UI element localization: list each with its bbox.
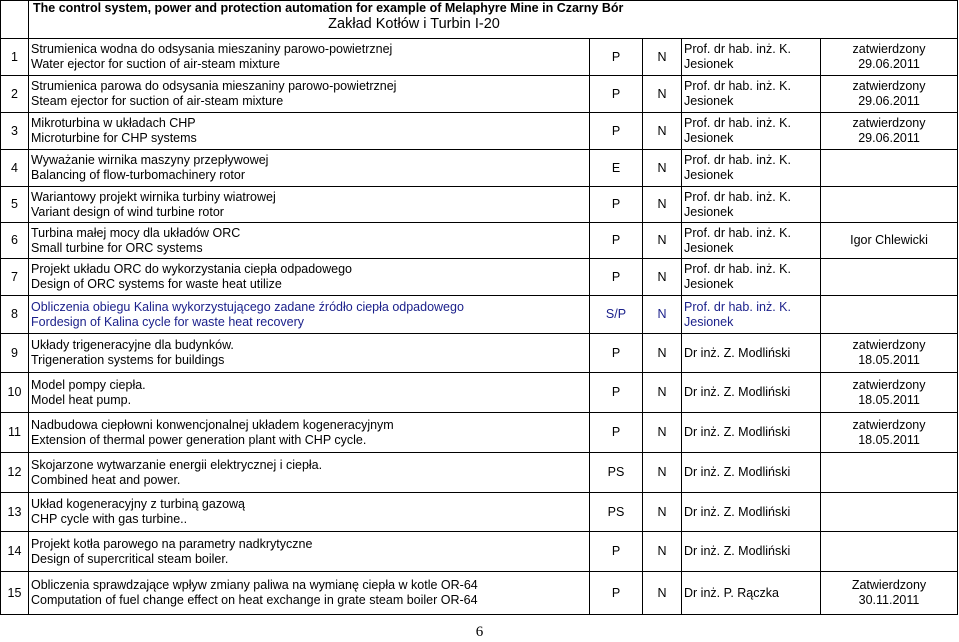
supervisor-cell	[682, 493, 821, 532]
status-line-1: zatwierdzony	[852, 116, 926, 130]
supervisor-line-2: Jesionek	[684, 314, 734, 329]
supervisor-line-1: Prof. dr hab. inż. K.	[684, 116, 791, 130]
topic-polish: Nadbudowa ciepłowni konwencjonalnej układem kogeneracyjnym	[31, 417, 394, 432]
type-code: P	[590, 334, 643, 373]
language-code: N	[643, 373, 682, 413]
topic-english: Variant design of wind turbine rotor	[31, 204, 224, 219]
topic-polish: Model pompy ciepła.	[31, 377, 146, 392]
row-number: 14	[1, 532, 29, 572]
status-line-2: 29.06.2011	[858, 131, 920, 145]
table-row	[1, 373, 958, 413]
supervisor-line-1: Dr inż. Z. Modliński	[684, 504, 791, 519]
table-row	[1, 493, 958, 532]
topic-cell	[29, 334, 590, 373]
row-number: 6	[1, 223, 29, 259]
supervisor-cell	[682, 334, 821, 373]
status-line-1: Zatwierdzony	[851, 578, 927, 592]
topic-english: Balancing of flow-turbomachinery rotor	[31, 168, 245, 182]
supervisor-line-2: Jesionek	[684, 57, 734, 71]
topic-polish: Strumienica parowa do odsysania mieszaniny parowo-powietrznej	[31, 79, 397, 93]
supervisor-line-1: Prof. dr hab. inż. K.	[684, 153, 791, 167]
supervisor-cell	[682, 150, 821, 187]
supervisor-line-1: Prof. dr hab. inż. K.	[684, 262, 791, 276]
table-row	[1, 334, 958, 373]
supervisor-line-2: Jesionek	[684, 168, 734, 182]
supervisor-line-2: Jesionek	[684, 131, 734, 145]
supervisor-line-2: Jesionek	[684, 204, 734, 219]
row-number: 11	[1, 413, 29, 453]
supervisor-cell	[682, 76, 821, 113]
table-row	[1, 532, 958, 572]
table-row	[1, 150, 958, 187]
table-row	[1, 76, 958, 113]
row-number: 13	[1, 493, 29, 532]
language-code: N	[643, 532, 682, 572]
topic-cell	[29, 572, 590, 615]
status-line-1: zatwierdzony	[852, 377, 926, 392]
language-code: N	[643, 150, 682, 187]
type-code: P	[590, 39, 643, 76]
status-line-1: zatwierdzony	[852, 338, 926, 352]
topic-cell	[29, 187, 590, 223]
status-cell	[821, 493, 958, 532]
table-row	[1, 296, 958, 334]
topic-english: Microturbine for CHP systems	[31, 131, 197, 145]
row-number: 12	[1, 453, 29, 493]
topic-polish: Obliczenia sprawdzające wpływ zmiany paliwa na wymianę ciepła w kotle OR-64	[31, 578, 478, 592]
supervisor-line-1: Dr inż. Z. Modliński	[684, 465, 791, 479]
topic-polish: Wariantowy projekt wirnika turbiny wiatrowej	[31, 189, 276, 204]
table-row	[1, 413, 958, 453]
type-code: P	[590, 113, 643, 150]
status-cell	[821, 572, 958, 615]
row-number: 15	[1, 572, 29, 615]
topic-cell	[29, 259, 590, 296]
supervisor-cell	[682, 223, 821, 259]
topic-english: Design of ORC systems for waste heat utilize	[31, 277, 282, 291]
supervisor-line-2: Jesionek	[684, 240, 734, 255]
type-code: P	[590, 76, 643, 113]
status-line-1: zatwierdzony	[852, 79, 926, 93]
supervisor-cell	[682, 453, 821, 493]
topic-polish: Skojarzone wytwarzanie energii elektrycznej i ciepła.	[31, 457, 323, 472]
supervisor-cell	[682, 296, 821, 334]
status-line-2: 29.06.2011	[858, 57, 920, 71]
language-code: N	[643, 39, 682, 76]
type-code: P	[590, 532, 643, 572]
topic-polish: Mikroturbina w układach CHP	[31, 116, 196, 130]
supervisor-line-1: Dr inż. P. Rączka	[684, 585, 779, 600]
status-cell	[821, 113, 958, 150]
status-cell	[821, 150, 958, 187]
topic-english: Fordesign of Kalina cycle for waste heat recovery	[31, 314, 305, 329]
status-line-1: Igor Chlewicki	[850, 233, 928, 247]
supervisor-cell	[682, 373, 821, 413]
status-line-2: 18.05.2011	[858, 432, 920, 447]
topic-polish: Obliczenia obiegu Kalina wykorzystującego zadane źródło ciepła odpadowego	[31, 299, 464, 314]
table-row	[1, 113, 958, 150]
supervisor-line-1: Prof. dr hab. inż. K.	[684, 189, 791, 204]
table-row	[1, 39, 958, 76]
topic-cell	[29, 150, 590, 187]
topic-english: Computation of fuel change effect on heat exchange in grate steam boiler OR-64	[31, 593, 478, 607]
type-code: S/P	[590, 296, 643, 334]
supervisor-cell	[682, 259, 821, 296]
supervisor-cell	[682, 39, 821, 76]
status-cell	[821, 296, 958, 334]
topic-english: Combined heat and power.	[31, 472, 181, 487]
topic-cell	[29, 39, 590, 76]
status-cell	[821, 76, 958, 113]
status-line-2: 30.11.2011	[858, 593, 920, 607]
header-department: Zakład Kotłów i Turbin I-20	[328, 16, 500, 32]
topic-cell	[29, 373, 590, 413]
row-number: 2	[1, 76, 29, 113]
table-row	[1, 223, 958, 259]
topic-cell	[29, 453, 590, 493]
status-line-2: 29.06.2011	[858, 94, 920, 108]
topic-english: Steam ejector for suction of air-steam mixture	[31, 94, 284, 108]
language-code: N	[643, 259, 682, 296]
status-line-1: zatwierdzony	[852, 417, 926, 432]
topic-english: CHP cycle with gas turbine..	[31, 512, 188, 526]
supervisor-cell	[682, 572, 821, 615]
row-number: 5	[1, 187, 29, 223]
language-code: N	[643, 187, 682, 223]
status-cell	[821, 413, 958, 453]
language-code: N	[643, 453, 682, 493]
header-title: The control system, power and protection automation for example of Melaphyre Mine in Czarny Bór	[33, 1, 624, 15]
topic-cell	[29, 493, 590, 532]
row-number: 8	[1, 296, 29, 334]
type-code: PS	[590, 453, 643, 493]
type-code: P	[590, 259, 643, 296]
supervisor-cell	[682, 413, 821, 453]
topic-polish: Wyważanie wirnika maszyny przepływowej	[31, 153, 269, 167]
topic-polish: Projekt kotła parowego na parametry nadkrytyczne	[31, 536, 313, 551]
supervisor-line-2: Jesionek	[684, 277, 734, 291]
supervisor-line-1: Prof. dr hab. inż. K.	[684, 225, 791, 240]
table-row	[1, 187, 958, 223]
status-line-2: 18.05.2011	[858, 353, 920, 367]
supervisor-cell	[682, 113, 821, 150]
type-code: P	[590, 572, 643, 615]
topic-cell	[29, 532, 590, 572]
row-number: 10	[1, 373, 29, 413]
row-number: 9	[1, 334, 29, 373]
row-number: 7	[1, 259, 29, 296]
table-row	[1, 259, 958, 296]
topic-english: Extension of thermal power generation plant with CHP cycle.	[31, 432, 367, 447]
supervisor-line-1: Dr inż. Z. Modliński	[684, 385, 791, 399]
topic-polish: Projekt układu ORC do wykorzystania ciepła odpadowego	[31, 262, 353, 276]
table-row	[1, 572, 958, 615]
supervisor-line-2: Jesionek	[684, 94, 734, 108]
status-cell	[821, 39, 958, 76]
status-line-2: 18.05.2011	[858, 392, 920, 407]
status-cell	[821, 187, 958, 223]
language-code: N	[643, 572, 682, 615]
topic-english: Model heat pump.	[31, 392, 132, 407]
supervisor-line-1: Dr inż. Z. Modliński	[684, 544, 791, 558]
supervisor-cell	[682, 187, 821, 223]
language-code: N	[643, 413, 682, 453]
topic-cell	[29, 296, 590, 334]
table-row	[1, 453, 958, 493]
language-code: N	[643, 113, 682, 150]
status-cell	[821, 223, 958, 259]
supervisor-line-1: Dr inż. Z. Modliński	[684, 425, 791, 439]
row-number: 3	[1, 113, 29, 150]
row-number: 4	[1, 150, 29, 187]
type-code: P	[590, 413, 643, 453]
language-code: N	[643, 493, 682, 532]
topic-polish: Strumienica wodna do odsysania mieszaniny parowo-powietrznej	[31, 42, 393, 56]
language-code: N	[643, 334, 682, 373]
page-number: 6	[475, 624, 484, 640]
topic-english: Design of supercritical steam boiler.	[31, 551, 229, 566]
status-cell	[821, 334, 958, 373]
language-code: N	[643, 296, 682, 334]
supervisor-line-1: Prof. dr hab. inż. K.	[684, 42, 791, 56]
language-code: N	[643, 223, 682, 259]
topic-cell	[29, 223, 590, 259]
topic-polish: Układ kogeneracyjny z turbiną gazową	[31, 497, 246, 511]
status-line-1: zatwierdzony	[852, 42, 926, 56]
status-cell	[821, 259, 958, 296]
header-cell	[29, 1, 958, 39]
type-code: PS	[590, 493, 643, 532]
supervisor-cell	[682, 532, 821, 572]
type-code: P	[590, 373, 643, 413]
topic-polish: Turbina małej mocy dla układów ORC	[31, 225, 241, 240]
language-code: N	[643, 76, 682, 113]
topic-english: Water ejector for suction of air-steam mixture	[31, 57, 280, 71]
supervisor-line-1: Dr inż. Z. Modliński	[684, 345, 791, 360]
topic-cell	[29, 76, 590, 113]
topic-polish: Układy trigeneracyjne dla budynków.	[31, 338, 234, 352]
status-cell	[821, 532, 958, 572]
topic-english: Small turbine for ORC systems	[31, 240, 203, 255]
type-code: P	[590, 223, 643, 259]
topic-cell	[29, 113, 590, 150]
topic-english: Trigeneration systems for buildings	[31, 353, 225, 367]
type-code: P	[590, 187, 643, 223]
topic-cell	[29, 413, 590, 453]
status-cell	[821, 453, 958, 493]
type-code: E	[590, 150, 643, 187]
row-number: 1	[1, 39, 29, 76]
header-row	[1, 1, 958, 39]
supervisor-line-1: Prof. dr hab. inż. K.	[684, 79, 791, 93]
header-num-cell	[1, 1, 29, 39]
status-cell	[821, 373, 958, 413]
supervisor-line-1: Prof. dr hab. inż. K.	[684, 299, 791, 314]
